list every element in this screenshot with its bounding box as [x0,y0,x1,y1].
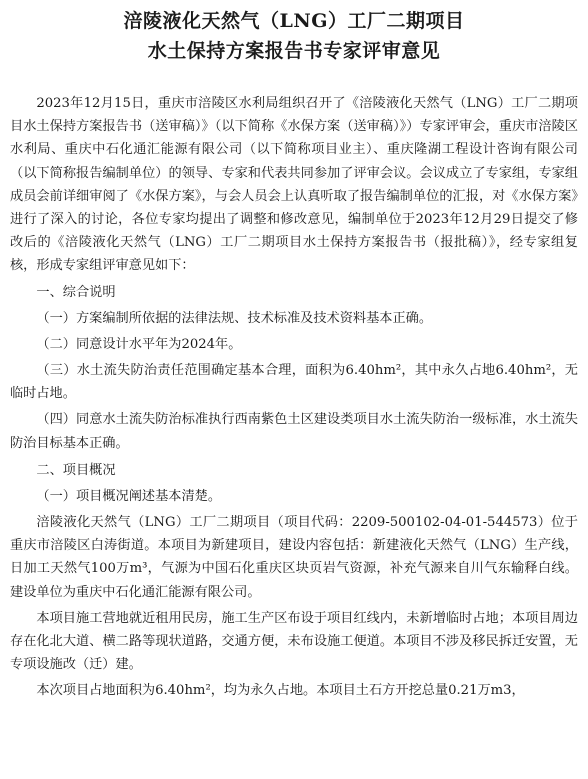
document-title-line2: 水土保持方案报告书专家评审意见 [147,40,441,62]
intro-paragraph: 2023年12月15日，重庆市涪陵区水利局组织召开了《涪陵液化天然气（LNG）工厂二期项目水土保持方案报告书（送审稿）》（以下简称《水保方案（送审稿）》）专家评审会，重庆市涪陵区水利局、重庆中石化通汇能源有限公司（以下简称项目业主）、重庆隆湖工程设计咨询有限公司（以下简称报告编制单位）的领导、专家和代表共同参加了评审会议。会议成立了专家组，专家组成员会前详细审阅了《水保方案》，与会人员会上认真听取了报告编制单位的汇报，对《水保方案》进行了深入的讨论，各位专家均提出了调整和修改意见，编制单位于2023年12月29日提交了修改后的《涪陵液化天然气（LNG）工厂二期项目水土保持方案报告书（报批稿）》，经专家组复核，形成专家组评审意见如下： [10,96,578,274]
section1-item-2: （二）同意设计水平年为2024年。 [36,336,242,352]
section1-item-3: （三）水土流失防治责任范围确定基本合理，面积为6.40hm²，其中永久占地6.40hm²，无临时占地。 [10,363,578,402]
section2-item-1: （一）项目概况阐述基本清楚。 [36,488,222,504]
document-title-line1: 涪陵液化天然气（LNG）工厂二期项目 [123,10,465,32]
project-overview-paragraph: 涪陵液化天然气（LNG）工厂二期项目（项目代码：2209-500102-04-01-544573）位于重庆市涪陵区白涛街道。本项目为新建项目，建设内容包括：新建液化天然气（LNG）生产线，日加工天然气100万m³，气源为中国石化重庆区块页岩气资源，补充气源来自川气东输释白线。建设单位为重庆中石化通汇能源有限公司。 [10,515,578,600]
section1-item-1: （一）方案编制所依据的法律法规、技术标准及技术资料基本正确。 [36,310,433,326]
construction-paragraph: 本项目施工营地就近租用民房，施工生产区布设于项目红线内，未新增临时占地；本项目周边存在化北大道、横二路等现状道路，交通方便，未布设施工便道。本项目不涉及移民拆迁安置，无专项设施改（迁）建。 [10,610,578,673]
section1-heading: 一、综合说明 [36,284,116,300]
land-use-paragraph: 本次项目占地面积为6.40hm²，均为永久占地。本项目土石方开挖总量0.21万m3， [36,683,525,699]
section1-item-4: （四）同意水土流失防治标准执行西南紫色土区建设类项目水土流失防治一级标准，水土流失防治目标基本正确。 [10,412,578,451]
section2-heading: 二、项目概况 [36,462,116,478]
